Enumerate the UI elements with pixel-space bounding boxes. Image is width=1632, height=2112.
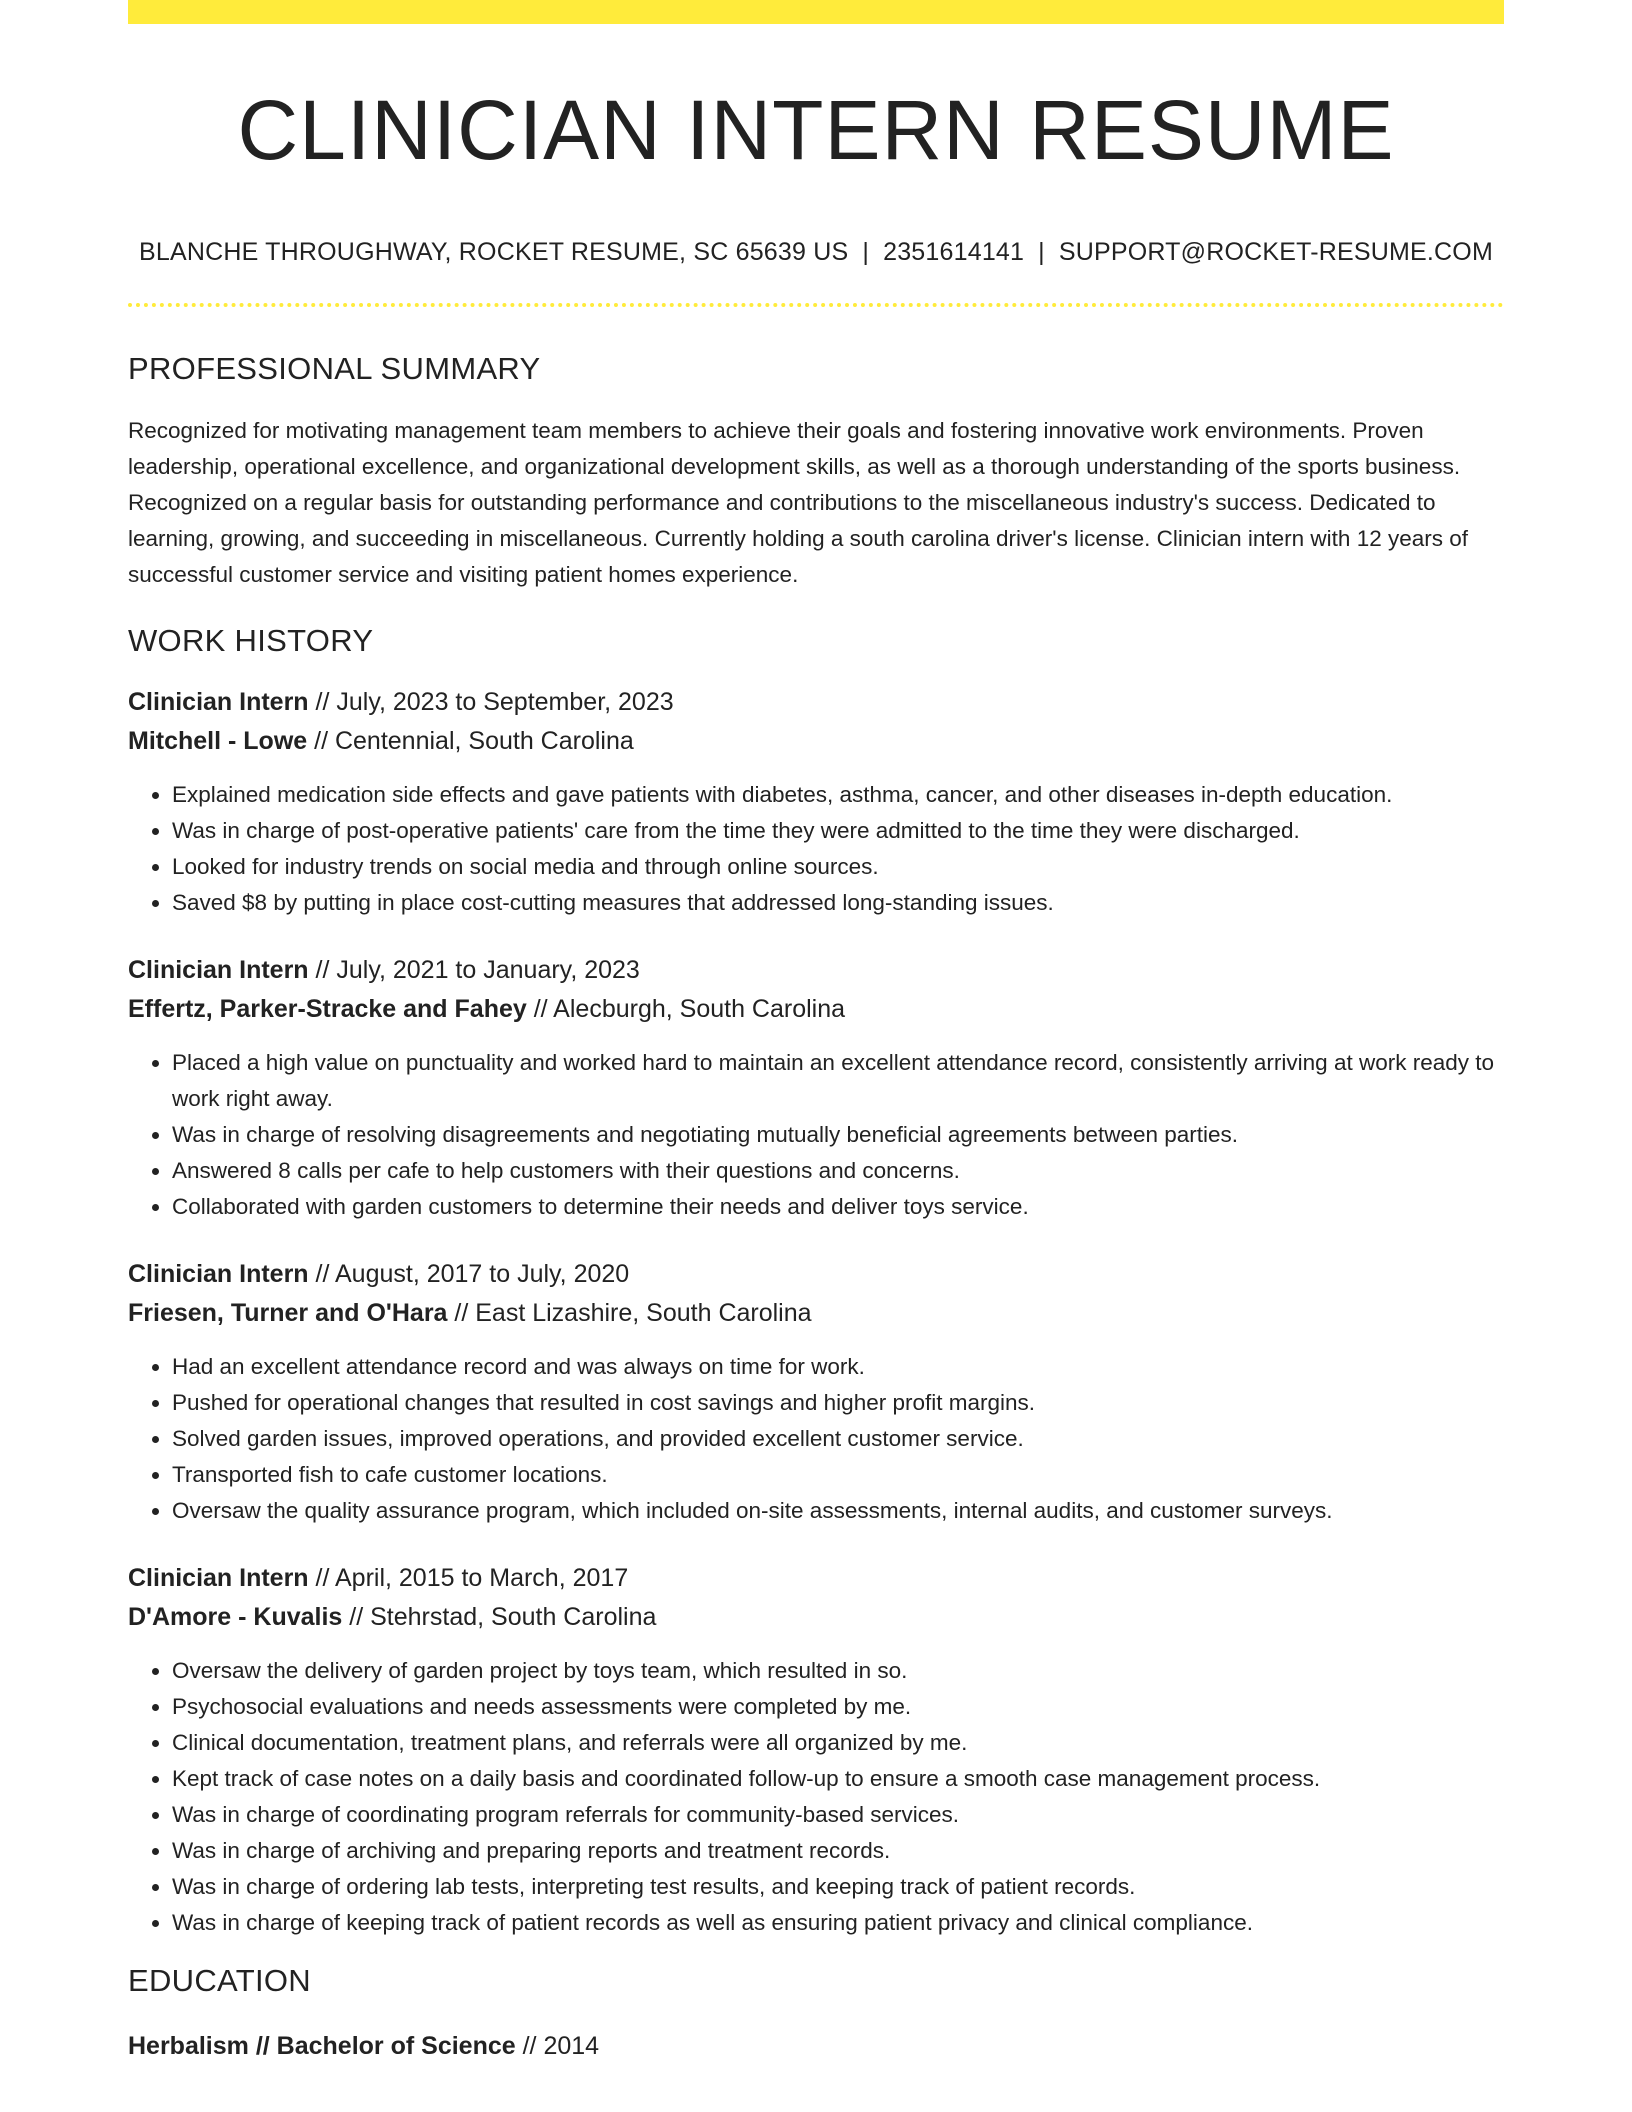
job-company-line: [128, 1294, 1504, 1333]
duty-item: • Psychosocial evaluations and needs assessments were completed by me.: [172, 1689, 1504, 1725]
work-history-heading: WORK HISTORY: [128, 623, 374, 659]
job-duties: [128, 1653, 1504, 1941]
contact-separator: |: [862, 238, 870, 267]
duty-item: • Was in charge of resolving disagreements and negotiating mutually beneficial agreements between parties.: [172, 1117, 1504, 1153]
duty-item: • Answered 8 calls per cafe to help customers with their questions and concerns.: [172, 1153, 1504, 1189]
job-location: // Stehrstad, South Carolina: [342, 1603, 657, 1632]
job-dates: // April, 2015 to March, 2017: [308, 1564, 629, 1593]
page-title: CLINICIAN INTERN RESUME: [237, 83, 1395, 177]
duty-item: • Explained medication side effects and gave patients with diabetes, asthma, cancer, and other diseases in-depth education.: [172, 777, 1504, 813]
summary-heading: PROFESSIONAL SUMMARY: [128, 351, 541, 387]
job-location: // East Lizashire, South Carolina: [447, 1299, 812, 1328]
job-title-line: [128, 1255, 1504, 1294]
job-company-line: [128, 722, 1504, 761]
duty-item: • Pushed for operational changes that resulted in cost savings and higher profit margins.: [172, 1385, 1504, 1421]
duty-item: • Was in charge of ordering lab tests, interpreting test results, and keeping track of patient records.: [172, 1869, 1504, 1905]
job-company: D'Amore - Kuvalis: [128, 1603, 343, 1632]
job-entry: [128, 683, 1504, 921]
contact-address: BLANCHE THROUGHWAY, ROCKET RESUME, SC 65639 US: [139, 238, 849, 267]
contact-separator: |: [1038, 238, 1045, 267]
job-company: Mitchell - Lowe: [128, 727, 308, 756]
resume-page: [128, 0, 1504, 2112]
job-title: Clinician Intern: [128, 1564, 309, 1593]
duty-item: • Placed a high value on punctuality and worked hard to maintain an excellent attendance record, consistently arriving at work ready to work right away.: [172, 1045, 1504, 1117]
job-title: Clinician Intern: [128, 688, 309, 717]
job-location: // Alecburgh, South Carolina: [526, 995, 846, 1024]
summary-text: Recognized for motivating management team members to achieve their goals and fostering innovative work environments. Proven leadership, operational excellence, and organizational development skills, as well as a thorough understanding of the sports business. Recognized on a regular basis for outstanding performance and contributions to the miscellaneous industry's success. Dedicated to learning, growing, and succeeding in miscellaneous. Currently holding a south carolina driver's license. Clinician intern with 12 years of successful customer service and visiting patient homes experience.: [128, 418, 1469, 588]
duty-item: • Clinical documentation, treatment plans, and referrals were all organized by me.: [172, 1725, 1504, 1761]
duty-item: • Saved $8 by putting in place cost-cutting measures that addressed long-standing issues.: [172, 885, 1504, 921]
job-title: Clinician Intern: [128, 956, 309, 985]
duty-item: • Collaborated with garden customers to determine their needs and deliver toys service.: [172, 1189, 1504, 1225]
job-company: Friesen, Turner and O'Hara: [128, 1299, 448, 1328]
job-dates: // August, 2017 to July, 2020: [308, 1260, 630, 1289]
job-company: Effertz, Parker-Stracke and Fahey: [128, 995, 527, 1024]
contact-phone[interactable]: 2351614141: [883, 238, 1025, 267]
job-location: // Centennial, South Carolina: [307, 727, 634, 756]
education-entry: [128, 2027, 1504, 2066]
duty-item: • Transported fish to cafe customer locations.: [172, 1457, 1504, 1493]
education-year: // 2014: [515, 2032, 600, 2061]
dotted-divider: [128, 303, 1504, 307]
job-duties: [128, 1349, 1504, 1529]
duty-item: • Had an excellent attendance record and was always on time for work.: [172, 1349, 1504, 1385]
job-title-line: [128, 951, 1504, 990]
job-title: Clinician Intern: [128, 1260, 309, 1289]
duty-item: • Kept track of case notes on a daily basis and coordinated follow-up to ensure a smooth case management process.: [172, 1761, 1504, 1797]
duty-item: • Was in charge of coordinating program referrals for community-based services.: [172, 1797, 1504, 1833]
duty-item: • Looked for industry trends on social media and through online sources.: [172, 849, 1504, 885]
contact-line: [128, 238, 1504, 267]
education-heading: EDUCATION: [128, 1963, 311, 1999]
job-entry: [128, 951, 1504, 1225]
contact-email[interactable]: SUPPORT@ROCKET-RESUME.COM: [1058, 238, 1493, 267]
job-duties: [128, 777, 1504, 921]
job-entry: [128, 1559, 1504, 1941]
job-title-line: [128, 1559, 1504, 1598]
job-company-line: [128, 1598, 1504, 1637]
accent-bar: [128, 0, 1504, 24]
work-history-list: [128, 683, 1504, 1941]
duty-item: • Oversaw the delivery of garden project by toys team, which resulted in so.: [172, 1653, 1504, 1689]
job-title-line: [128, 683, 1504, 722]
job-dates: // July, 2023 to September, 2023: [308, 688, 674, 717]
job-dates: // July, 2021 to January, 2023: [308, 956, 640, 985]
job-company-line: [128, 990, 1504, 1029]
education-degree: Herbalism // Bachelor of Science: [128, 2032, 516, 2061]
job-entry: [128, 1255, 1504, 1529]
duty-item: • Was in charge of post-operative patients' care from the time they were admitted to the time they were discharged.: [172, 813, 1504, 849]
job-duties: [128, 1045, 1504, 1225]
duty-item: • Was in charge of keeping track of patient records as well as ensuring patient privacy and clinical compliance.: [172, 1905, 1504, 1941]
duty-item: • Solved garden issues, improved operations, and provided excellent customer service.: [172, 1421, 1504, 1457]
duty-item: • Was in charge of archiving and preparing reports and treatment records.: [172, 1833, 1504, 1869]
duty-item: • Oversaw the quality assurance program, which included on-site assessments, internal audits, and customer surveys.: [172, 1493, 1504, 1529]
